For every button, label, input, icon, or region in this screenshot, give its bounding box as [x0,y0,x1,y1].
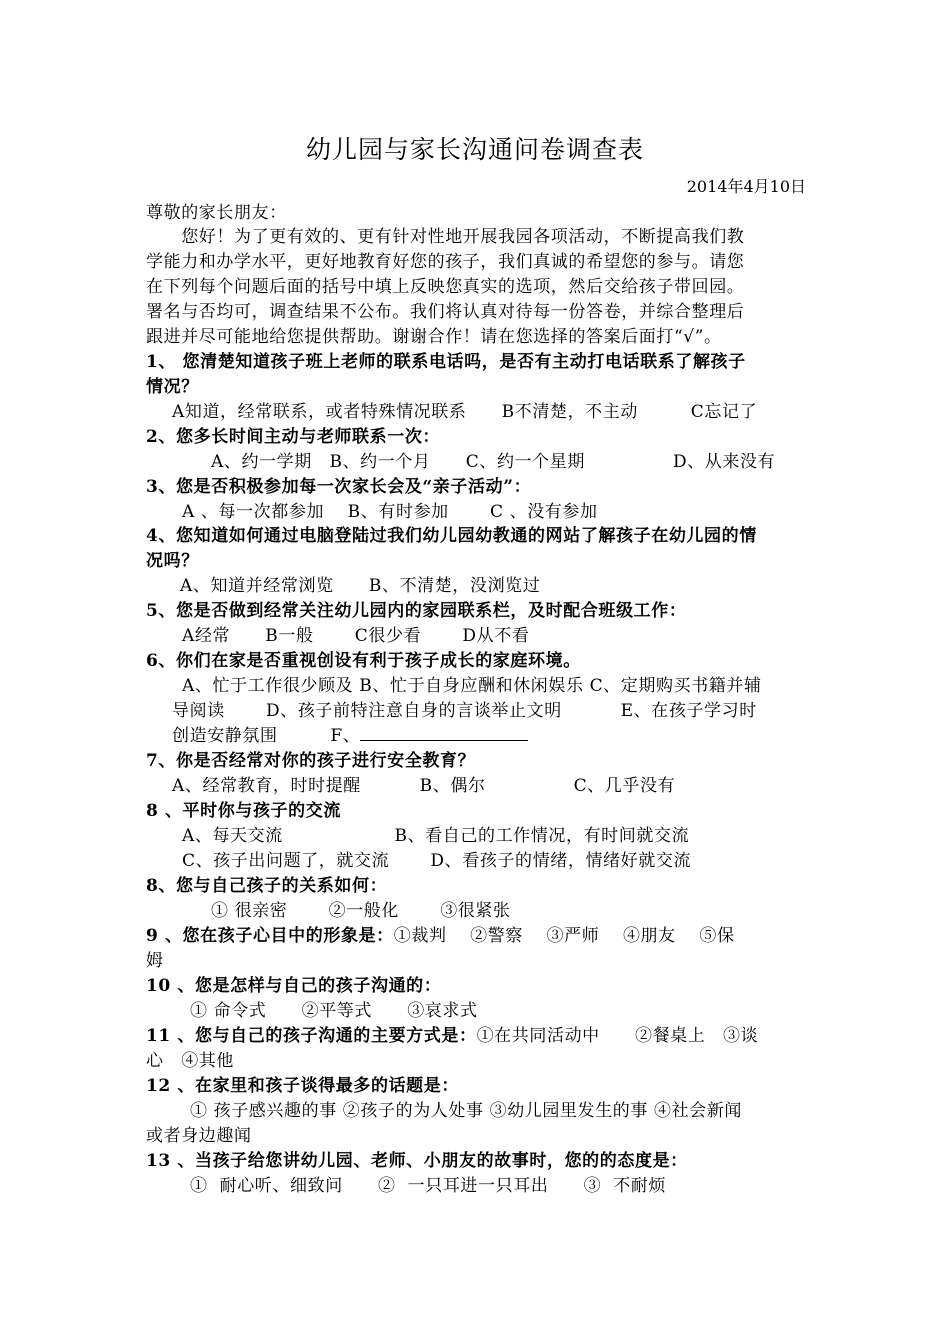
intro-line: 署名与否均可，调查结果不公布。我们将认真对待每一份答卷，并综合整理后 [146,302,745,322]
question-5-options: A经常 B一般 C很少看 D从不看 [182,626,530,646]
question-12-options: ① 孩子感兴趣的事 ②孩子的为人处事 ③幼儿园里发生的事 ④社会新闻 [190,1101,743,1121]
question-10-options: ① 命令式 ②平等式 ③哀求式 [190,1001,478,1021]
question-3: 3、您是否积极参加每一次家长会及“亲子活动”： [146,477,532,497]
question-4-cont: 况吗？ [146,551,199,571]
question-7-options: A、经常教育，时时提醒 B、偶尔 C、几乎没有 [172,776,676,796]
question-4-options: A、知道并经常浏览 B、不清楚，没浏览过 [180,576,541,596]
question-11-cont: 心 ④其他 [146,1051,234,1071]
question-9: 9 、您在孩子心目中的形象是： [146,926,394,946]
question-11: 11 、您与自己的孩子沟通的主要方式是： [146,1026,477,1046]
question-1: 1、 您清楚知道孩子班上老师的联系电话吗，是否有主动打电话联系了解孩子 [146,352,746,372]
question-1-cont: 情况？ [146,377,199,397]
question-6: 6、你们在家是否重视创设有利于孩子成长的家庭环境。 [146,651,581,671]
fill-in-blank[interactable] [360,726,528,741]
intro-line: 您好！为了更有效的、更有针对性地开展我园各项活动，不断提高我们教 [146,227,745,247]
question-6-option-f: 创造安静氛围 F、 [172,726,361,746]
intro-line: 在下列每个问题后面的括号中填上反映您真实的选项，然后交给孩子带回园。 [146,277,745,297]
question-6-options: 导阅读 D、孩子前特注意自身的言谈举止文明 E、在孩子学习时 [172,701,757,721]
question-4: 4、您知道如何通过电脑登陆过我们幼儿园幼教通的网站了解孩子在幼儿园的情 [146,526,757,546]
question-8a: 8 、平时你与孩子的交流 [146,801,341,821]
question-8b-options: ① 很亲密 ②一般化 ③很紧张 [211,901,511,921]
question-9-cont: 姆 [146,951,164,971]
intro-line: 学能力和办学水平，更好地教育好您的孩子，我们真诚的希望您的参与。请您 [146,252,745,272]
question-10: 10 、您是怎样与自己的孩子沟通的： [146,976,442,996]
question-11-line [146,1024,758,1048]
greeting: 尊敬的家长朋友： [146,203,287,223]
question-9-line [146,924,735,948]
question-2: 2、您多长时间主动与老师联系一次： [146,427,441,447]
question-6-options: A、忙于工作很少顾及 B、忙于自身应酬和休闲娱乐 C、定期购买书籍并辅 [182,676,762,696]
intro-line: 跟进并尽可能地给您提供帮助。谢谢合作！请在您选择的答案后面打“√”。 [146,327,722,347]
question-8a-options: C、孩子出问题了，就交流 D、看孩子的情绪，情绪好就交流 [182,851,692,871]
question-5: 5、您是否做到经常关注幼儿园内的家园联系栏，及时配合班级工作： [146,601,687,621]
question-8a-options: A、每天交流 B、看自己的工作情况，有时间就交流 [182,826,690,846]
question-12-cont: 或者身边趣闻 [146,1126,252,1146]
question-1-options: A知道，经常联系，或者特殊情况联系 B不清楚，不主动 C忘记了 [172,402,758,422]
question-12: 12 、在家里和孩子谈得最多的话题是： [146,1076,459,1096]
question-13: 13 、当孩子给您讲幼儿园、老师、小朋友的故事时，您的的态度是： [146,1151,688,1171]
question-7: 7、你是否经常对你的孩子进行安全教育？ [146,751,476,771]
question-9-options: ①裁判 ②警察 ③严师 ④朋友 ⑤保 [393,926,735,946]
question-13-options: ① 耐心听、细致问 ② 一只耳进一只耳出 ③ 不耐烦 [190,1176,667,1196]
page-title: 幼儿园与家长沟通问卷调查表 [305,135,644,164]
date-line: 2014年4月10日 [686,177,806,196]
question-2-options: A、约一学期 B、约一个月 C、约一个星期 D、从来没有 [211,452,776,472]
question-8b: 8、您与自己孩子的关系如何： [146,876,388,896]
question-11-options: ①在共同活动中 ②餐桌上 ③谈 [476,1026,759,1046]
question-3-options: A 、每一次都参加 B、有时参加 C 、没有参加 [182,502,598,522]
question-6-options-last [172,724,528,748]
